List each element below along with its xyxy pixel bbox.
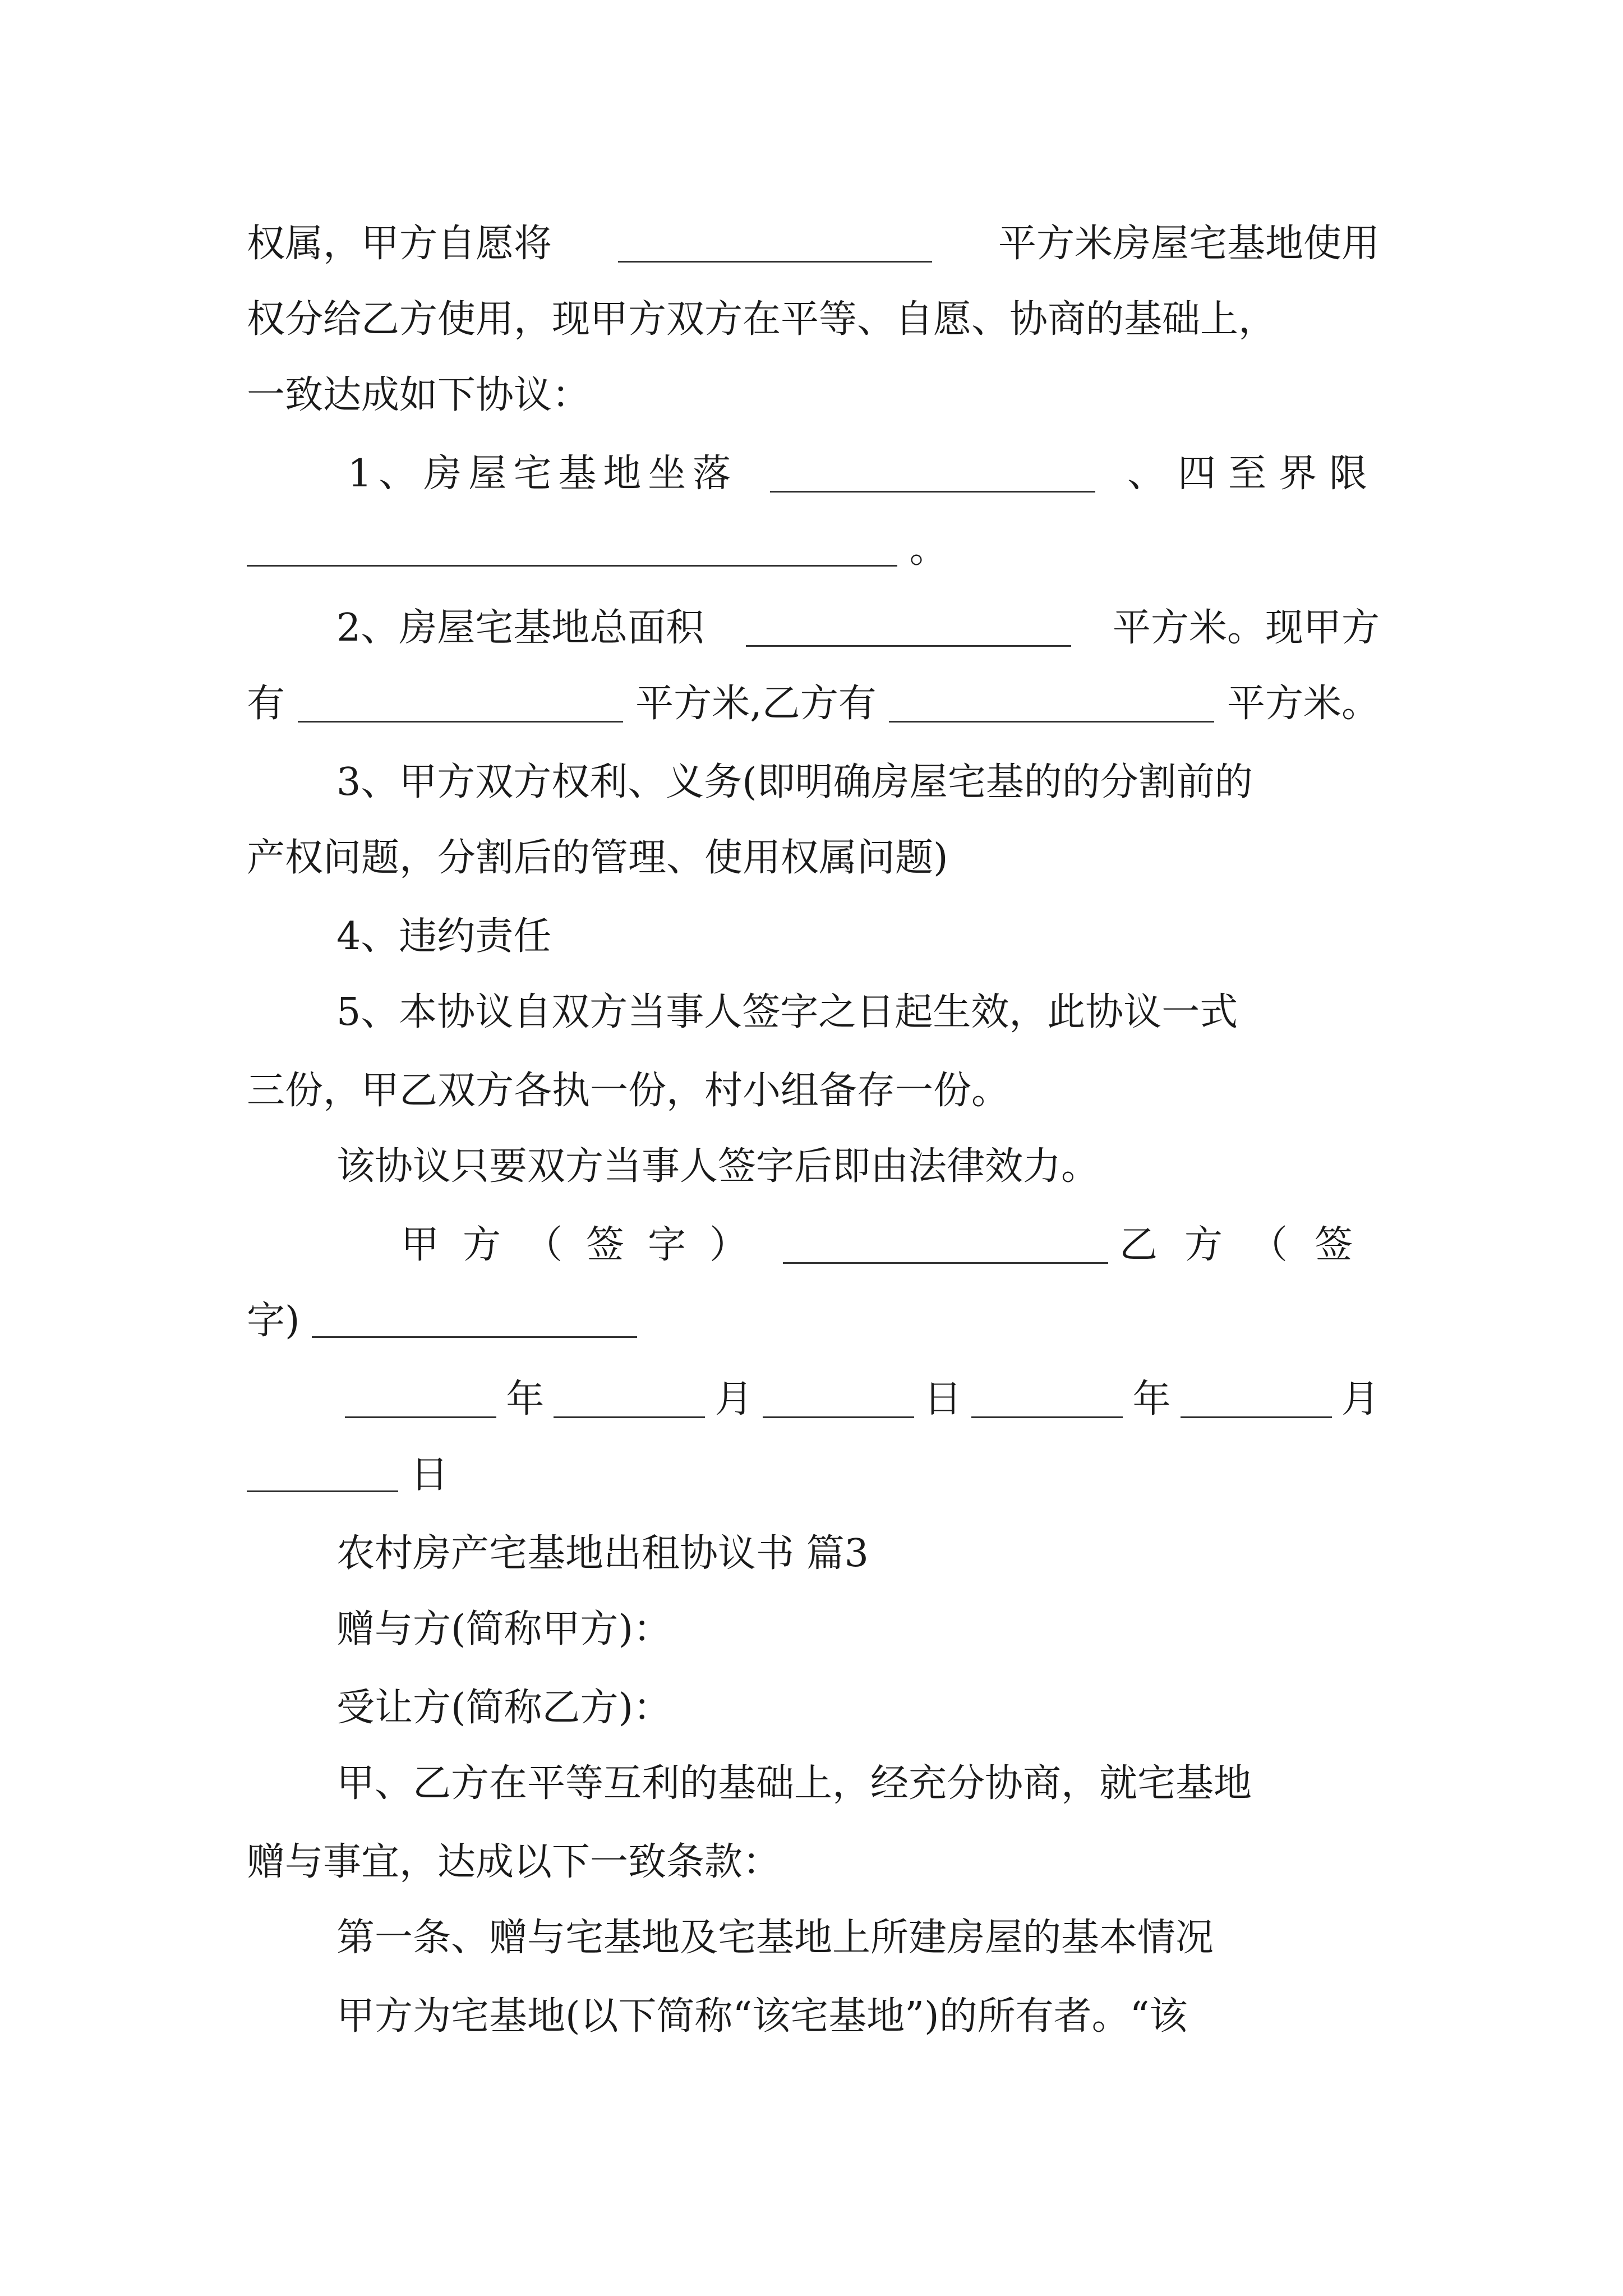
fill-blank-location[interactable] xyxy=(770,456,1095,493)
text-segment: 4、违约责任 xyxy=(336,914,552,959)
fill-blank-party-b-area[interactable] xyxy=(889,686,1214,723)
text-line xyxy=(247,1290,1380,1352)
text-line xyxy=(247,673,1380,735)
fill-blank-area[interactable] xyxy=(618,226,932,263)
text-line xyxy=(336,906,1380,968)
date-label: 日 xyxy=(924,1377,962,1421)
text-line xyxy=(247,1060,1380,1122)
text-segment: 赠与方(简称甲方)： xyxy=(336,1607,672,1651)
fill-blank-year-b[interactable] xyxy=(971,1382,1123,1418)
text-segment: 甲方为宅基地(以下简称“该宅基地”)的所有者。“该 xyxy=(336,1994,1188,2039)
fill-blank-party-b-signature[interactable] xyxy=(312,1301,637,1338)
fill-blank-month-a[interactable] xyxy=(554,1382,705,1418)
text-line xyxy=(336,1986,1380,2047)
fill-blank-total-area[interactable] xyxy=(746,610,1071,647)
text-line xyxy=(247,519,1380,581)
fill-blank-boundaries[interactable] xyxy=(247,530,897,567)
text-segment: 三份，甲乙双方各执一份，村小组备存一份。 xyxy=(247,1069,1010,1113)
text-line xyxy=(247,289,1380,351)
text-line xyxy=(336,1907,1380,1969)
text-line xyxy=(247,365,1380,426)
text-line xyxy=(336,982,1380,1043)
text-line xyxy=(401,1214,1380,1276)
text-line xyxy=(336,597,1380,659)
text-line xyxy=(336,1677,1380,1739)
fill-blank-day-b[interactable] xyxy=(247,1456,398,1492)
fill-blank-party-a-signature[interactable] xyxy=(783,1227,1108,1264)
date-label: 月 xyxy=(714,1377,753,1421)
text-segment: 、四至界限 xyxy=(1127,452,1380,496)
date-label: 年 xyxy=(506,1377,545,1421)
text-segment: 平方米,乙方有 xyxy=(635,682,877,726)
date-label: 年 xyxy=(1132,1377,1171,1421)
text-segment: 权分给乙方使用，现甲方双方在平等、自愿、协商的基础上， xyxy=(247,297,1277,342)
text-line xyxy=(247,827,1380,889)
text-segment: 平方米。 xyxy=(1227,682,1380,726)
text-line xyxy=(336,752,1380,813)
date-line xyxy=(247,1444,1380,1506)
text-segment: 一致达成如下协议： xyxy=(247,373,591,417)
date-label: 月 xyxy=(1341,1377,1380,1421)
signature-label-party-b: 乙方（签 xyxy=(1119,1223,1380,1267)
text-segment: 甲、乙方在平等互利的基础上，经充分协商，就宅基地 xyxy=(336,1761,1252,1806)
text-line xyxy=(247,1832,1380,1893)
text-line xyxy=(348,443,1380,505)
date-line xyxy=(345,1369,1380,1430)
text-segment: 字) xyxy=(247,1299,300,1343)
text-segment: 。 xyxy=(909,527,948,572)
text-segment: 有 xyxy=(247,682,285,726)
signature-label-party-a: 甲方（签字） xyxy=(401,1223,772,1267)
text-segment: 2、房屋宅基地总面积 xyxy=(336,606,704,650)
text-line xyxy=(336,1599,1380,1660)
text-line xyxy=(336,1753,1380,1815)
fill-blank-year-a[interactable] xyxy=(345,1382,496,1418)
fill-blank-day-a[interactable] xyxy=(763,1382,914,1418)
section-heading: 农村房产宅基地出租协议书 篇3 xyxy=(336,1531,869,1576)
fill-blank-month-b[interactable] xyxy=(1181,1382,1332,1418)
text-segment: 权属，甲方自愿将 xyxy=(247,222,552,266)
fill-blank-party-a-area[interactable] xyxy=(298,686,623,723)
text-segment: 赠与事宜，达成以下一致条款： xyxy=(247,1840,781,1884)
text-segment: 平方米房屋宅基地使用 xyxy=(998,222,1380,266)
text-segment: 3、甲方双方权利、义务(即明确房屋宅基的的分割前的 xyxy=(336,760,1253,804)
text-segment: 1、房屋宅基地坐落 xyxy=(348,452,738,496)
text-segment: 平方米。现甲方 xyxy=(1112,606,1380,650)
text-segment: 第一条、赠与宅基地及宅基地上所建房屋的基本情况 xyxy=(336,1916,1214,1960)
section-title xyxy=(336,1523,1380,1585)
text-segment: 受让方(简称乙方)： xyxy=(336,1686,672,1730)
text-segment: 5、本协议自双方当事人签字之日起生效，此协议一式 xyxy=(336,990,1238,1034)
text-segment: 产权问题，分割后的管理、使用权属问题) xyxy=(247,836,948,880)
text-line xyxy=(336,1136,1380,1198)
text-segment: 该协议只要双方当事人签字后即由法律效力。 xyxy=(336,1144,1100,1189)
text-line xyxy=(247,213,1380,275)
date-label: 日 xyxy=(410,1453,449,1497)
